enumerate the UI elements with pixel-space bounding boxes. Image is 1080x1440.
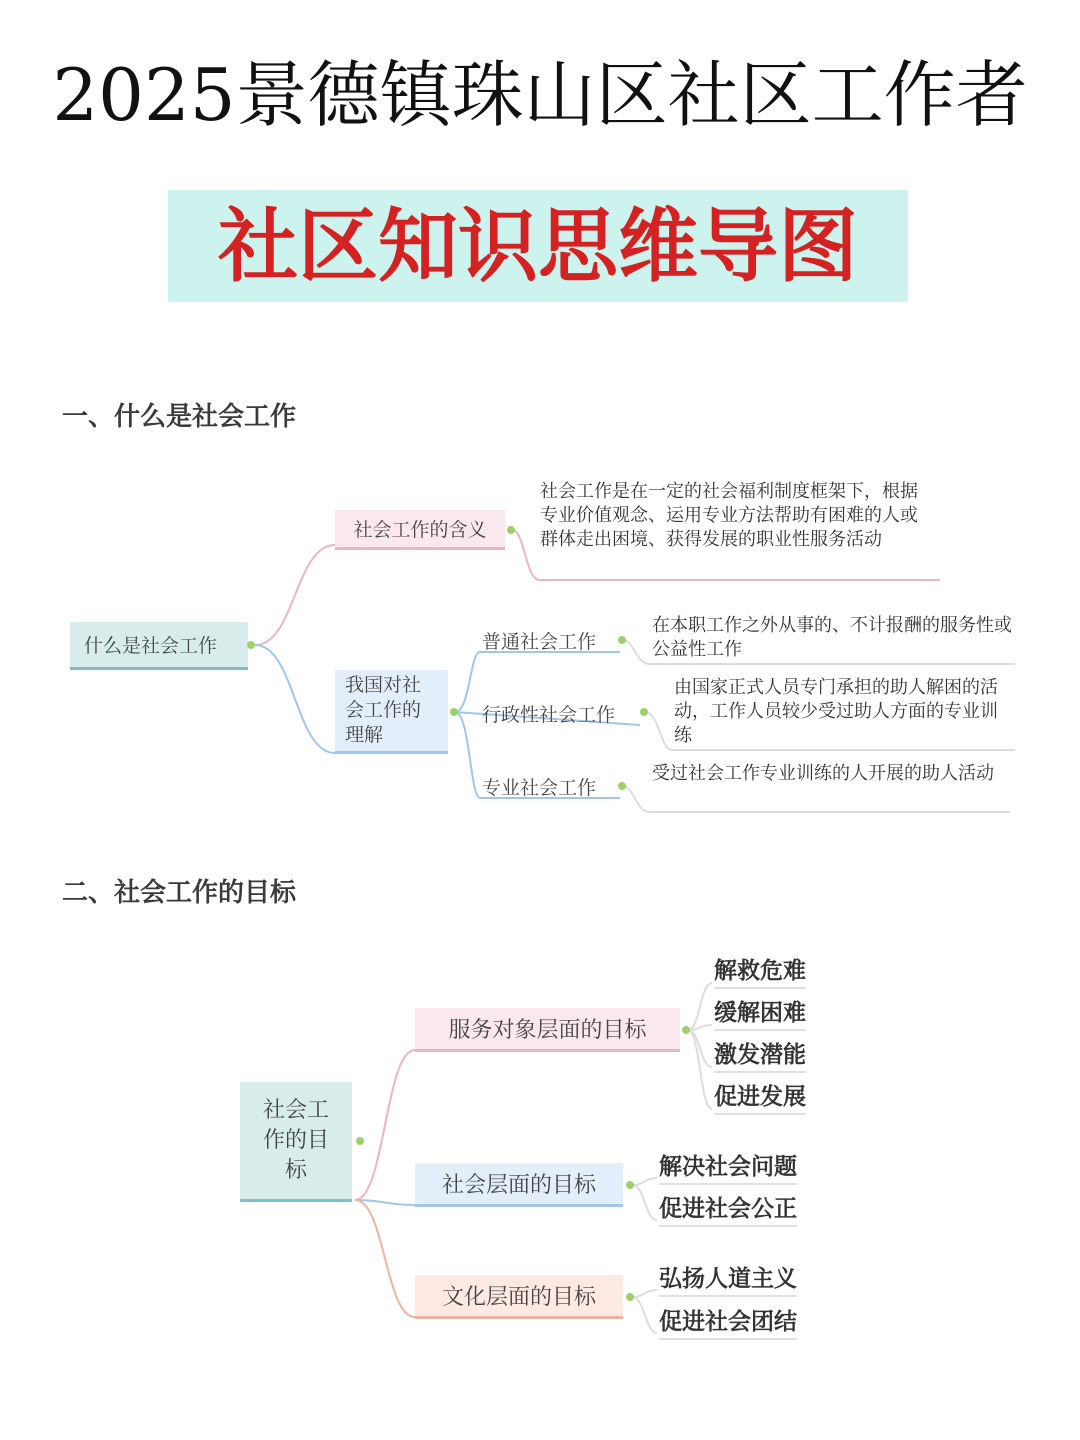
node-dot [507,526,515,534]
node-dot [618,636,626,644]
node-dot [626,1293,634,1301]
node-dot [640,708,648,716]
cultural-level-goal-node: 文化层面的目标 [415,1275,623,1319]
node-dot [682,1026,690,1034]
general-social-work-node: 普通社会工作 [482,630,597,653]
goal-leaf: 激发潜能 [714,1036,806,1073]
goal-leaf: 促进发展 [714,1078,806,1115]
administrative-social-work-node: 行政性社会工作 [482,703,616,726]
meaning-node: 社会工作的含义 [335,510,505,550]
section1-root-node: 什么是社会工作 [70,622,248,670]
goal-leaf: 促进社会公正 [659,1190,797,1227]
professional-social-work-text: 受过社会工作专业训练的人开展的助人活动 [652,763,994,784]
node-dot [450,708,458,716]
section2-heading: 二、社会工作的目标 [62,878,297,908]
goal-leaf: 解决社会问题 [659,1148,797,1185]
node-dot [247,641,255,649]
understanding-node: 我国对社会工作的理解 [335,670,448,754]
node-dot [618,782,626,790]
goal-leaf: 促进社会团结 [659,1303,797,1340]
page-title: 2025景德镇珠山区社区工作者 [52,53,1028,137]
administrative-social-work-text: 由国家正式人员专门承担的助人解困的活动，工作人员较少受过助人方面的专业训练 [674,677,998,746]
page-subtitle: 社区知识思维导图 [168,190,908,302]
meaning-text: 社会工作是在一定的社会福利制度框架下，根据专业价值观念、运用专业方法帮助有困难的人或群体走出困境、获得发展的职业性服务活动 [540,481,918,550]
goal-leaf: 解救危难 [714,952,806,989]
professional-social-work-node: 专业社会工作 [482,776,597,799]
section1-heading: 一、什么是社会工作 [62,402,297,432]
general-social-work-text: 在本职工作之外从事的、不计报酬的服务性或公益性工作 [652,615,1012,660]
goal-leaf: 弘扬人道主义 [659,1260,797,1297]
node-dot [626,1181,634,1189]
social-level-goal-node: 社会层面的目标 [415,1163,623,1207]
client-level-goal-node: 服务对象层面的目标 [415,1008,680,1052]
node-dot [356,1137,364,1145]
goal-leaf: 缓解困难 [714,994,806,1031]
section2-root-node: 社会工作的目标 [240,1082,352,1202]
